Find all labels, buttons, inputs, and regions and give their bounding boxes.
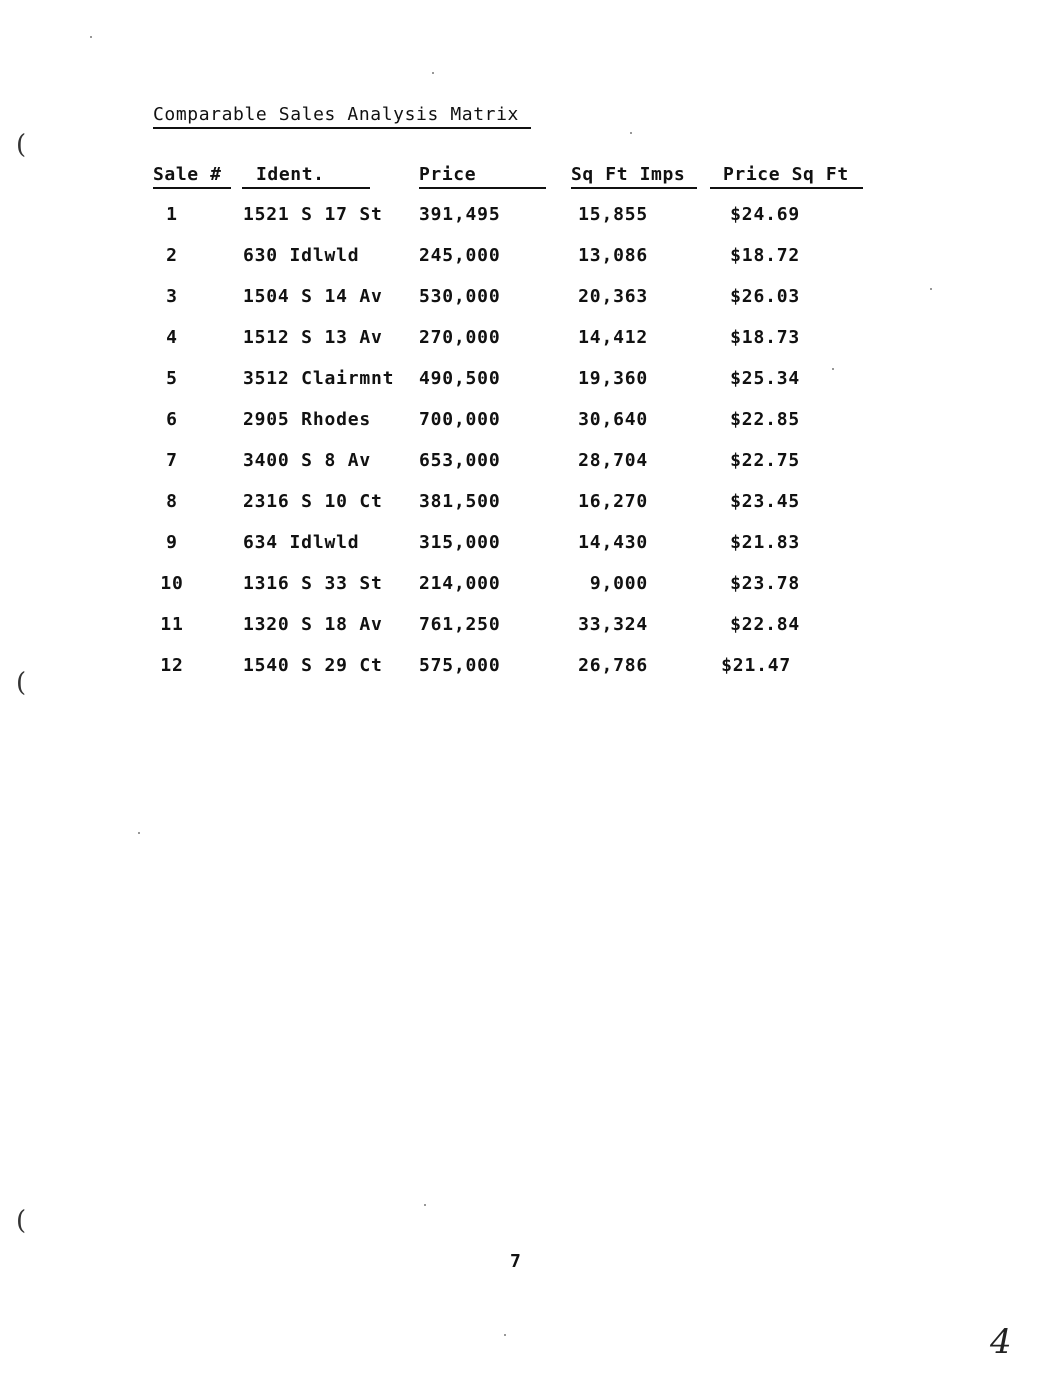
table-row [0, 528, 1061, 569]
cell-ident: 630 Idlwld [243, 245, 360, 266]
cell-sale: 8 [166, 491, 178, 512]
scan-speck [424, 1204, 426, 1206]
cell-price: 391,495 [419, 204, 501, 225]
cell-sqft: 14,412 [578, 327, 648, 348]
cell-sale: 11 [160, 614, 184, 635]
cell-sqft: 30,640 [578, 409, 648, 430]
cell-sqft: 26,786 [578, 655, 648, 676]
scan-speck [930, 288, 932, 290]
cell-sqft: 15,855 [578, 204, 648, 225]
column-header-sqft: Sq Ft Imps [571, 164, 697, 189]
cell-price-per-sqft: $25.34 [730, 368, 800, 389]
scan-speck [630, 132, 632, 134]
cell-price: 530,000 [419, 286, 501, 307]
binder-hole-mark: ( [16, 130, 27, 160]
cell-ident: 3512 Clairmnt [243, 368, 395, 389]
cell-ident: 2316 S 10 Ct [243, 491, 383, 512]
cell-sqft: 14,430 [578, 532, 648, 553]
cell-price: 245,000 [419, 245, 501, 266]
cell-ident: 1504 S 14 Av [243, 286, 383, 307]
cell-price-per-sqft: $18.73 [730, 327, 800, 348]
cell-price-per-sqft: $24.69 [730, 204, 800, 225]
sales-table [0, 200, 1061, 692]
cell-price: 270,000 [419, 327, 501, 348]
cell-price: 761,250 [419, 614, 501, 635]
scan-speck [504, 1334, 506, 1336]
cell-price: 700,000 [419, 409, 501, 430]
cell-price: 381,500 [419, 491, 501, 512]
handwritten-page-mark: 4 [990, 1322, 1012, 1362]
page-number: 7 [510, 1251, 521, 1272]
cell-price: 490,500 [419, 368, 501, 389]
cell-sale: 3 [166, 286, 178, 307]
cell-price-per-sqft: $22.84 [730, 614, 800, 635]
cell-price-per-sqft: $22.75 [730, 450, 800, 471]
cell-sqft: 9,000 [589, 573, 648, 594]
cell-sale: 9 [166, 532, 178, 553]
table-row [0, 405, 1061, 446]
table-row [0, 487, 1061, 528]
scan-speck [138, 832, 140, 834]
cell-sale: 1 [166, 204, 178, 225]
cell-sqft: 20,363 [578, 286, 648, 307]
cell-price: 315,000 [419, 532, 501, 553]
table-row [0, 241, 1061, 282]
table-row [0, 364, 1061, 405]
cell-sale: 2 [166, 245, 178, 266]
table-row [0, 446, 1061, 487]
table-row [0, 610, 1061, 651]
cell-sqft: 13,086 [578, 245, 648, 266]
table-row [0, 323, 1061, 364]
cell-sqft: 33,324 [578, 614, 648, 635]
column-header-price-per-sqft: Price Sq Ft [710, 164, 863, 189]
cell-sale: 4 [166, 327, 178, 348]
scan-speck [832, 368, 834, 370]
table-row [0, 651, 1061, 692]
cell-sqft: 16,270 [578, 491, 648, 512]
cell-sale: 5 [166, 368, 178, 389]
cell-ident: 634 Idlwld [243, 532, 360, 553]
cell-ident: 2905 Rhodes [243, 409, 372, 430]
cell-price: 653,000 [419, 450, 501, 471]
cell-price: 575,000 [419, 655, 501, 676]
cell-sale: 12 [160, 655, 184, 676]
column-header-ident: Ident. [242, 164, 370, 189]
cell-ident: 1316 S 33 St [243, 573, 383, 594]
scan-speck [90, 36, 92, 38]
cell-sale: 7 [166, 450, 178, 471]
column-header-sale: Sale # [153, 164, 231, 189]
page-title: Comparable Sales Analysis Matrix [153, 104, 531, 129]
cell-price-per-sqft: $23.78 [730, 573, 800, 594]
cell-price-per-sqft: $23.45 [730, 491, 800, 512]
cell-sqft: 28,704 [578, 450, 648, 471]
binder-hole-mark: ( [16, 1206, 27, 1236]
cell-price-per-sqft: $21.47 [721, 655, 791, 676]
table-row [0, 282, 1061, 323]
scan-speck [432, 72, 434, 74]
cell-price-per-sqft: $22.85 [730, 409, 800, 430]
cell-ident: 1540 S 29 Ct [243, 655, 383, 676]
cell-price-per-sqft: $26.03 [730, 286, 800, 307]
table-row [0, 200, 1061, 241]
cell-price-per-sqft: $21.83 [730, 532, 800, 553]
cell-price: 214,000 [419, 573, 501, 594]
cell-ident: 1320 S 18 Av [243, 614, 383, 635]
table-row [0, 569, 1061, 610]
cell-ident: 3400 S 8 Av [243, 450, 372, 471]
cell-price-per-sqft: $18.72 [730, 245, 800, 266]
column-header-price: Price [419, 164, 546, 189]
cell-ident: 1512 S 13 Av [243, 327, 383, 348]
cell-ident: 1521 S 17 St [243, 204, 383, 225]
binder-hole-mark: ( [16, 668, 27, 698]
cell-sale: 10 [160, 573, 184, 594]
cell-sqft: 19,360 [578, 368, 648, 389]
cell-sale: 6 [166, 409, 178, 430]
